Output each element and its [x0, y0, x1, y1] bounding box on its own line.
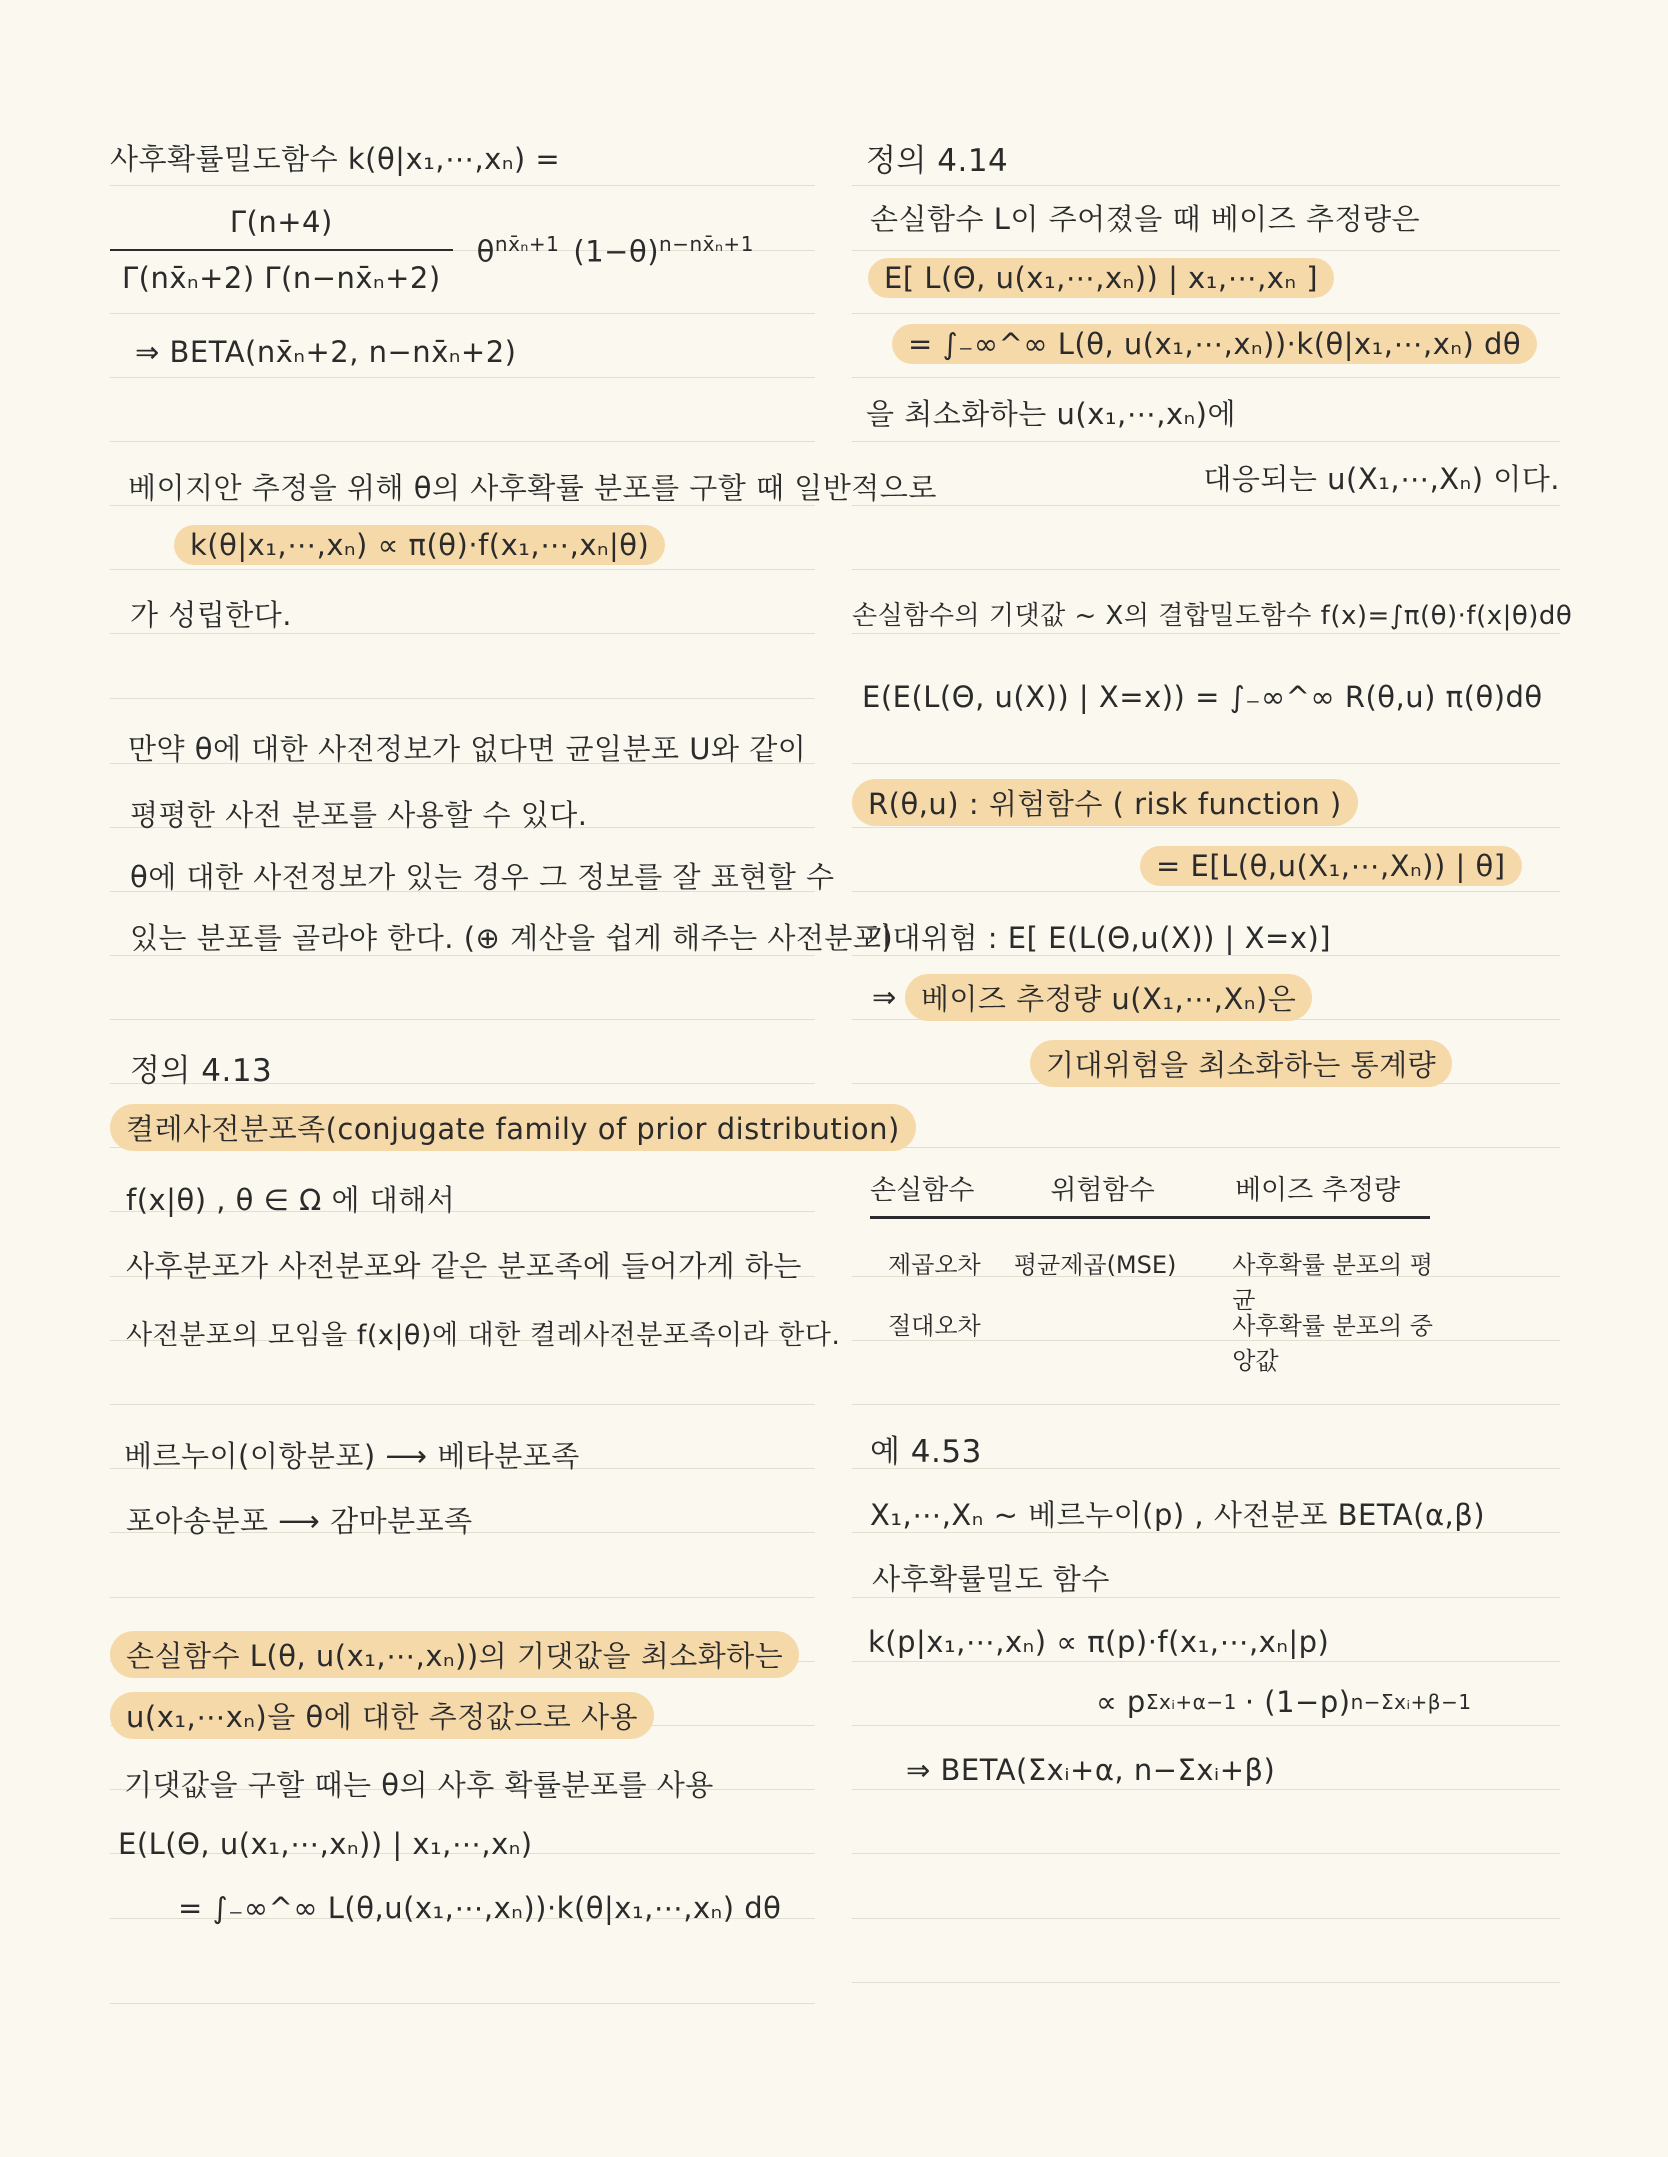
definition-4-14-line-1: 손실함수 L이 주어졌을 때 베이즈 추정량은 [870, 201, 1420, 236]
prior-info-line-1: θ에 대한 사전정보가 있는 경우 그 정보를 잘 표현할 수 [130, 859, 835, 894]
loss-line-1 [110, 1622, 815, 1686]
loss-line-5: = ∫₋∞^∞ L(θ,u(x₁,⋯,xₙ))·k(θ|x₁,⋯,xₙ) dθ [178, 1891, 782, 1925]
implies-arrow: ⇒ [872, 980, 897, 1014]
bayes-estimator-highlight: 베이즈 추정량 u(X₁,⋯,Xₙ)은 [905, 974, 1312, 1021]
ruled-line [110, 441, 815, 442]
risk-line-1 [852, 770, 1560, 834]
loss-table-header [870, 1168, 1430, 1207]
loss-line-4: E(L(Θ, u(x₁,⋯,xₙ)) | x₁,⋯,xₙ) [118, 1827, 533, 1861]
risk-line-4 [852, 965, 1560, 1029]
proportional-line [110, 513, 815, 577]
ruled-line [110, 2003, 815, 2004]
example-4-53-result: ⇒ BETA(Σxᵢ+α, n−Σxᵢ+β) [906, 1753, 1276, 1787]
expected-loss-line-1: 손실함수의 기댓값 ~ X의 결합밀도함수 f(x)=∫π(θ)·f(x|θ)dθ [852, 600, 1573, 631]
example-4-53-line-4 [852, 1670, 1560, 1734]
table-cell [1014, 1306, 1212, 1376]
definition-4-14-title: 정의 4.14 [866, 142, 1009, 179]
table-row [870, 1306, 1450, 1376]
fraction-numerator: Γ(n+4) [229, 205, 333, 239]
proportional-term: ∝ p [1096, 1685, 1146, 1719]
loss-highlight-1: 손실함수 L(θ, u(x₁,⋯,xₙ))의 기댓값을 최소화하는 [110, 1631, 799, 1678]
fraction-denominator: Γ(nx̄ₙ+2) Γ(n−nx̄ₙ+2) [122, 261, 441, 295]
gamma-fraction [110, 205, 453, 295]
risk-function-highlight: R(θ,u) : 위험함수 ( risk function ) [852, 779, 1358, 826]
one-minus-theta-term: $(1-\theta)^{n-nx̄_n+1}$ [573, 231, 754, 269]
example-4-53-line-2: 사후확률밀도 함수 [872, 1561, 1110, 1596]
definition-4-13-title: 정의 4.13 [130, 1052, 273, 1089]
table-header-estimator: 베이즈 추정량 [1234, 1175, 1401, 1206]
ruled-line [852, 763, 1560, 764]
posterior-formula [110, 190, 815, 310]
table-cell: 제곱오차 [888, 1251, 981, 1279]
definition-4-14-highlight-1: E[ L(Θ, u(x₁,⋯,xₙ)) | x₁,⋯,xₙ ] [868, 258, 1334, 298]
table-cell: 사후확률 분포의 평균 [1232, 1251, 1433, 1314]
ruled-line [852, 1982, 1560, 1983]
loss-line-3: 기댓값을 구할 때는 θ의 사후 확률분포를 사용 [124, 1767, 714, 1802]
ruled-line [110, 698, 815, 699]
loss-highlight-2: u(x₁,⋯xₙ)을 θ에 대한 추정값으로 사용 [110, 1692, 654, 1739]
example-4-53-line-1: X₁,⋯,Xₙ ~ 베르누이(p) , 사전분포 BETA(α,β) [870, 1497, 1486, 1532]
risk-definition-highlight: = E[L(θ,u(X₁,⋯,Xₙ)) | θ] [1140, 846, 1522, 886]
definition-4-14-line-3 [852, 312, 1560, 376]
table-cell: 평균제곱(MSE) [1013, 1251, 1177, 1279]
ruled-line [852, 377, 1560, 378]
beta-result: ⇒ BETA(nx̄ₙ+2, n−nx̄ₙ+2) [135, 335, 517, 369]
holds-text: 가 성립한다. [130, 597, 293, 632]
risk-line-5 [852, 1031, 1560, 1095]
bayes-intro: 베이지안 추정을 위해 θ의 사후확률 분포를 구할 때 일반적으로 [128, 470, 937, 505]
one-minus-p-term: · (1−p) [1244, 1685, 1351, 1719]
ruled-line [852, 1147, 1560, 1148]
table-header-underline [870, 1216, 1430, 1219]
table-header-loss: 손실함수 [870, 1175, 975, 1206]
example-4-53-title: 예 4.53 [870, 1433, 982, 1470]
risk-line-2 [852, 834, 1560, 898]
loss-line-2 [110, 1683, 815, 1747]
definition-4-14-highlight-2: = ∫₋∞^∞ L(θ, u(x₁,⋯,xₙ))·k(θ|x₁,⋯,xₙ) dθ [892, 324, 1537, 364]
ruled-line [110, 1597, 815, 1598]
min-risk-highlight: 기대위험을 최소화하는 통계량 [1030, 1040, 1452, 1087]
ruled-line [852, 1853, 1560, 1854]
table-cell: 절대오차 [888, 1312, 981, 1340]
prior-info-line-2: 있는 분포를 골라야 한다. (⊕ 계산을 쉽게 해주는 사전분포) [130, 920, 894, 955]
definition-4-13-name: 켤레사전분포족(conjugate family of prior distribution) [110, 1104, 916, 1151]
definition-4-13-line-2: 사후분포가 사전분포와 같은 분포족에 들어가게 하는 [126, 1248, 802, 1283]
posterior-title: 사후확률밀도함수 k(θ|x₁,⋯,xₙ) = [110, 141, 561, 176]
table-cell: 사후확률 분포의 중앙값 [1232, 1312, 1433, 1375]
no-prior-line-1: 만약 θ에 대한 사전정보가 없다면 균일분포 U와 같이 [128, 731, 807, 766]
ruled-line [852, 569, 1560, 570]
definition-4-14-line-4: 을 최소화하는 u(x₁,⋯,xₙ)에 [866, 396, 1236, 431]
ruled-line [852, 1404, 1560, 1405]
theta-term: $\theta^{nx̄_n+1}$ [476, 231, 560, 269]
poisson-mapping: 포아송분포 ⟶ 감마분포족 [126, 1503, 473, 1538]
table-row [870, 1245, 1450, 1315]
definition-4-13-line-3: 사전분포의 모임을 f(x|θ)에 대한 켤레사전분포족이라 한다. [126, 1319, 841, 1351]
p-exponent: Σxᵢ+α−1 [1145, 1690, 1237, 1714]
definition-4-14-line-2 [852, 246, 1560, 310]
ruled-line [852, 1918, 1560, 1919]
definition-4-13-name-line [110, 1095, 900, 1159]
ruled-line [110, 1404, 815, 1405]
ruled-line [110, 1019, 815, 1020]
expected-loss-line-2: E(E(L(Θ, u(X)) | X=x)) = ∫₋∞^∞ R(θ,u) π(θ)dθ [862, 680, 1543, 714]
ruled-line [110, 313, 815, 314]
example-4-53-line-3: k(p|x₁,⋯,xₙ) ∝ π(p)·f(x₁,⋯,xₙ|p) [868, 1625, 1330, 1659]
definition-4-13-line-1: f(x|θ) , θ ∈ Ω 에 대해서 [126, 1182, 456, 1217]
table-header-risk: 위험함수 [1050, 1175, 1155, 1206]
no-prior-line-2: 평평한 사전 분포를 사용할 수 있다. [130, 797, 588, 832]
bernoulli-mapping: 베르누이(이항분포) ⟶ 베타분포족 [124, 1438, 580, 1473]
proportional-highlight: k(θ|x₁,⋯,xₙ) ∝ π(θ)·f(x₁,⋯,xₙ|θ) [174, 525, 665, 565]
definition-4-14-line-5: 대응되는 u(X₁,⋯,Xₙ) 이다. [1203, 461, 1560, 496]
risk-line-3: 기대위험 : E[ E(L(Θ,u(X)) | X=x)] [864, 920, 1332, 955]
one-minus-p-exponent: n−Σxᵢ+β−1 [1350, 1690, 1472, 1714]
